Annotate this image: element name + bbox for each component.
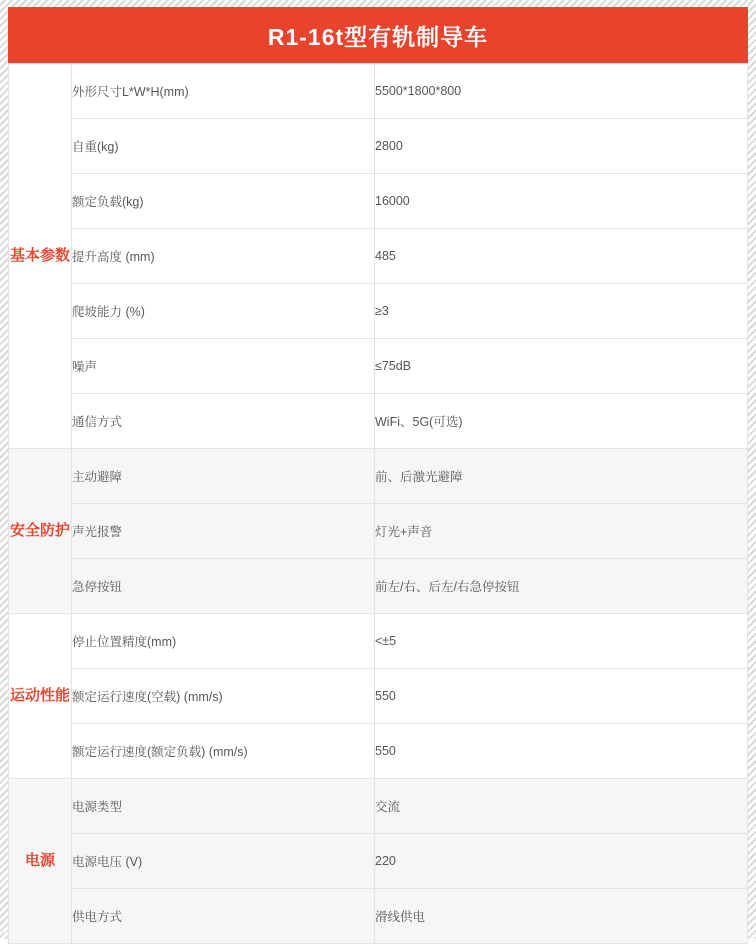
table-row [9,394,748,449]
hatch-border-top [0,0,756,7]
table-row [9,614,748,669]
table-row [9,504,748,559]
group-label: 基本参数 [9,64,72,449]
param-name: 噪声 [72,339,375,394]
param-value: <±5 [375,614,748,669]
param-name: 额定运行速度(额定负载) (mm/s) [72,724,375,779]
table-row [9,889,748,944]
param-name: 外形尺寸L*W*H(mm) [72,64,375,119]
table-row [9,669,748,724]
param-name: 供电方式 [72,889,375,944]
param-value: ≤75dB [375,339,748,394]
param-value: 220 [375,834,748,889]
table-row [9,559,748,614]
table-row [9,339,748,394]
spec-table [8,63,748,944]
table-row [9,64,748,119]
table-row [9,834,748,889]
table-row [9,724,748,779]
title-bar [8,7,748,63]
table-row [9,284,748,339]
param-value: ≥3 [375,284,748,339]
param-value: 前左/右、后左/右急停按钮 [375,559,748,614]
param-name: 主动避障 [72,449,375,504]
param-name: 提升高度 (mm) [72,229,375,284]
param-name: 停止位置精度(mm) [72,614,375,669]
param-value: 5500*1800*800 [375,64,748,119]
hatch-border-left [0,0,8,939]
table-row [9,779,748,834]
param-value: 灯光+声音 [375,504,748,559]
page-title: R1-16t型有轨制导车 [267,23,489,50]
param-name: 声光报警 [72,504,375,559]
param-value: 485 [375,229,748,284]
table-row [9,449,748,504]
table-row [9,229,748,284]
group-label: 安全防护 [9,449,72,614]
group-label: 运动性能 [9,614,72,779]
param-name: 爬坡能力 (%) [72,284,375,339]
param-name: 电源电压 (V) [72,834,375,889]
param-value: 2800 [375,119,748,174]
param-value: 交流 [375,779,748,834]
param-value: 550 [375,669,748,724]
param-name: 电源类型 [72,779,375,834]
table-row [9,174,748,229]
param-value: 前、后激光避障 [375,449,748,504]
param-value: WiFi、5G(可选) [375,394,748,449]
param-name: 通信方式 [72,394,375,449]
param-value: 滑线供电 [375,889,748,944]
hatch-border-right [748,0,756,939]
param-value: 16000 [375,174,748,229]
param-value: 550 [375,724,748,779]
table-row [9,119,748,174]
param-name: 额定负载(kg) [72,174,375,229]
param-name: 急停按钮 [72,559,375,614]
param-name: 额定运行速度(空载) (mm/s) [72,669,375,724]
group-label: 电源 [9,779,72,944]
param-name: 自重(kg) [72,119,375,174]
